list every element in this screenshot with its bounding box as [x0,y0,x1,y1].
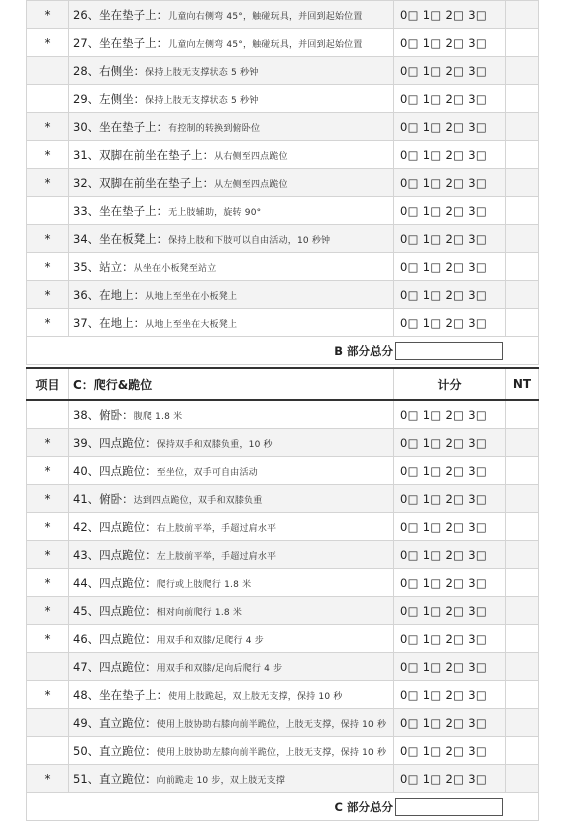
item-detail: 从地上至坐在大板凳上 [145,319,238,330]
item-position: 在地上： [99,315,146,330]
item-position: 双脚在前坐在垫子上： [99,175,215,190]
item-description [69,597,394,625]
item-description [69,429,394,457]
item-number: 34、 [73,231,100,246]
nt-cell[interactable] [506,29,539,57]
nt-cell[interactable] [506,709,539,737]
item-detail: 保持上肢无支撑状态 5 秒钟 [145,67,259,78]
required-marker: * [27,541,69,569]
item-row [27,253,539,281]
item-number: 43、 [73,547,100,562]
item-detail: 爬行或上肢爬行 1.8 米 [156,579,252,590]
required-marker: * [27,485,69,513]
required-marker [27,653,69,681]
item-detail: 无上肢辅助，旋转 90° [168,207,262,218]
item-detail: 保持双手和双膝负重，10 秒 [156,439,273,450]
item-number: 32、 [73,175,100,190]
item-number: 33、 [73,203,100,218]
required-marker: * [27,765,69,793]
item-description [69,141,394,169]
item-number: 41、 [73,491,100,506]
item-row [27,197,539,225]
item-detail: 有控制的转换到俯卧位 [168,123,261,134]
score-checkboxes[interactable]: 0□ 1□ 2□ 3□ [394,653,506,681]
score-checkboxes[interactable]: 0□ 1□ 2□ 3□ [394,197,506,225]
required-marker [27,57,69,85]
nt-cell[interactable] [506,400,539,429]
nt-cell[interactable] [506,113,539,141]
nt-cell[interactable] [506,569,539,597]
item-position: 四点跪位： [99,603,157,618]
score-checkboxes[interactable]: 0□ 1□ 2□ 3□ [394,457,506,485]
header-item: 项目 [27,368,69,400]
item-row [27,429,539,457]
score-checkboxes[interactable]: 0□ 1□ 2□ 3□ [394,569,506,597]
item-row [27,1,539,29]
item-row [27,57,539,85]
item-description [69,513,394,541]
score-checkboxes[interactable]: 0□ 1□ 2□ 3□ [394,400,506,429]
item-detail: 使用上肢协助右膝向前半跪位，上肢无支撑，保持 10 秒 [156,719,387,730]
item-number: 31、 [73,147,100,162]
item-number: 42、 [73,519,100,534]
item-number: 49、 [73,715,100,730]
required-marker: * [27,281,69,309]
item-description [69,541,394,569]
item-number: 28、 [73,63,100,78]
item-detail: 用双手和双膝/足向后爬行 4 步 [156,663,283,674]
score-checkboxes[interactable]: 0□ 1□ 2□ 3□ [394,597,506,625]
section-c-header-row [27,368,539,400]
score-table [26,0,539,821]
item-position: 在地上： [99,287,146,302]
item-description [69,653,394,681]
required-marker: * [27,309,69,337]
item-position: 俯卧： [99,407,134,422]
item-position: 坐在板凳上： [99,231,169,246]
required-marker [27,400,69,429]
nt-cell[interactable] [506,625,539,653]
nt-cell[interactable] [506,765,539,793]
item-detail: 儿童向左侧弯 45°，触碰玩具，并回到起始位置 [168,39,363,50]
item-row [27,169,539,197]
nt-cell[interactable] [506,429,539,457]
score-checkboxes[interactable]: 0□ 1□ 2□ 3□ [394,737,506,765]
item-detail: 从地上至坐在小板凳上 [145,291,238,302]
item-number: 48、 [73,687,100,702]
item-row [27,737,539,765]
required-marker: * [27,141,69,169]
item-row [27,569,539,597]
item-description [69,197,394,225]
nt-cell[interactable] [506,597,539,625]
item-detail: 向前跪走 10 步，双上肢无支撑 [156,775,286,786]
required-marker: * [27,457,69,485]
nt-cell[interactable] [506,281,539,309]
item-description [69,309,394,337]
item-description [69,29,394,57]
required-marker [27,737,69,765]
item-description [69,225,394,253]
item-number: 36、 [73,287,100,302]
item-number: 38、 [73,407,100,422]
required-marker [27,197,69,225]
required-marker: * [27,113,69,141]
item-description [69,253,394,281]
score-checkboxes[interactable]: 0□ 1□ 2□ 3□ [394,485,506,513]
nt-cell[interactable] [506,541,539,569]
score-checkboxes[interactable]: 0□ 1□ 2□ 3□ [394,765,506,793]
nt-cell[interactable] [506,253,539,281]
section-c-total-input[interactable] [395,798,503,816]
item-row [27,29,539,57]
required-marker: * [27,597,69,625]
item-row [27,709,539,737]
assessment-sheet [26,0,538,821]
required-marker: * [27,225,69,253]
item-detail: 腹爬 1.8 米 [133,411,183,422]
item-number: 26、 [73,7,100,22]
item-row [27,597,539,625]
item-description [69,681,394,709]
item-row [27,765,539,793]
item-row [27,225,539,253]
nt-cell[interactable] [506,309,539,337]
item-number: 39、 [73,435,100,450]
nt-cell[interactable] [506,485,539,513]
required-marker: * [27,513,69,541]
score-checkboxes[interactable]: 0□ 1□ 2□ 3□ [394,85,506,113]
item-position: 四点跪位： [99,631,157,646]
item-row [27,513,539,541]
score-checkboxes[interactable]: 0□ 1□ 2□ 3□ [394,429,506,457]
item-row [27,485,539,513]
score-checkboxes[interactable]: 0□ 1□ 2□ 3□ [394,513,506,541]
item-position: 四点跪位： [99,519,157,534]
item-description [69,765,394,793]
required-marker: * [27,569,69,597]
item-detail: 用双手和双膝/足爬行 4 步 [156,635,264,646]
item-number: 30、 [73,119,100,134]
item-description [69,57,394,85]
item-detail: 从右侧至四点跪位 [214,151,288,162]
item-position: 坐在垫子上： [99,687,169,702]
item-row [27,113,539,141]
required-marker: * [27,625,69,653]
nt-cell[interactable] [506,57,539,85]
item-number: 40、 [73,463,100,478]
item-row [27,400,539,429]
score-checkboxes[interactable]: 0□ 1□ 2□ 3□ [394,1,506,29]
item-position: 四点跪位： [99,659,157,674]
item-number: 35、 [73,259,100,274]
item-position: 站立： [99,259,134,274]
item-position: 坐在垫子上： [99,203,169,218]
nt-cell[interactable] [506,737,539,765]
item-position: 四点跪位： [99,435,157,450]
score-checkboxes[interactable]: 0□ 1□ 2□ 3□ [394,169,506,197]
item-row [27,653,539,681]
nt-cell[interactable] [506,197,539,225]
item-position: 坐在垫子上： [99,35,169,50]
item-detail: 至坐位，双手可自由活动 [156,467,258,478]
score-checkboxes[interactable]: 0□ 1□ 2□ 3□ [394,281,506,309]
item-number: 44、 [73,575,100,590]
required-marker: * [27,29,69,57]
item-detail: 保持上肢和下肢可以自由活动，10 秒钟 [168,235,331,246]
item-description [69,169,394,197]
item-position: 坐在垫子上： [99,119,169,134]
header-section-title: C：爬行&跪位 [69,368,394,400]
score-checkboxes[interactable]: 0□ 1□ 2□ 3□ [394,225,506,253]
item-position: 直立跪位： [99,743,157,758]
item-detail: 达到四点跪位，双手和双膝负重 [133,495,263,506]
section-b-total-input[interactable] [395,342,503,360]
item-description [69,457,394,485]
item-position: 双脚在前坐在垫子上： [99,147,215,162]
item-row [27,141,539,169]
item-detail: 右上肢前平举，手超过肩水平 [156,523,277,534]
nt-cell[interactable] [506,681,539,709]
item-position: 直立跪位： [99,771,157,786]
item-number: 46、 [73,631,100,646]
item-description [69,709,394,737]
item-description [69,113,394,141]
item-detail: 使用上肢协助左膝向前半跪位，上肢无支撑，保持 10 秒 [156,747,387,758]
nt-cell[interactable] [506,653,539,681]
section-c-total-row [27,793,539,821]
item-position: 四点跪位： [99,575,157,590]
nt-cell[interactable] [506,457,539,485]
item-row [27,85,539,113]
item-row [27,281,539,309]
score-checkboxes[interactable]: 0□ 1□ 2□ 3□ [394,681,506,709]
item-description [69,485,394,513]
item-position: 坐在垫子上： [99,7,169,22]
item-number: 27、 [73,35,100,50]
header-score: 计分 [394,368,506,400]
item-description [69,1,394,29]
item-detail: 从左侧至四点跪位 [214,179,288,190]
item-detail: 从坐在小板凳至站立 [133,263,217,274]
item-row [27,625,539,653]
item-position: 四点跪位： [99,547,157,562]
item-detail: 左上肢前平举，手超过肩水平 [156,551,277,562]
item-description [69,569,394,597]
score-checkboxes[interactable]: 0□ 1□ 2□ 3□ [394,709,506,737]
required-marker: * [27,253,69,281]
item-position: 俯卧： [99,491,134,506]
item-description [69,625,394,653]
item-detail: 儿童向右侧弯 45°，触碰玩具，并回到起始位置 [168,11,363,22]
item-description [69,737,394,765]
required-marker [27,85,69,113]
score-checkboxes[interactable]: 0□ 1□ 2□ 3□ [394,253,506,281]
section-b-total-label: B 部分总分 [334,343,393,358]
score-checkboxes[interactable]: 0□ 1□ 2□ 3□ [394,141,506,169]
item-position: 右侧坐： [99,63,146,78]
header-nt: NT [506,368,539,400]
required-marker [27,709,69,737]
item-number: 51、 [73,771,100,786]
item-detail: 使用上肢跪起，双上肢无支撑，保持 10 秒 [168,691,343,702]
item-description [69,400,394,429]
item-row [27,541,539,569]
section-c-total-label: C 部分总分 [334,799,393,814]
required-marker: * [27,429,69,457]
required-marker: * [27,169,69,197]
item-number: 50、 [73,743,100,758]
nt-cell[interactable] [506,85,539,113]
item-row [27,457,539,485]
score-checkboxes[interactable]: 0□ 1□ 2□ 3□ [394,29,506,57]
required-marker: * [27,1,69,29]
item-number: 47、 [73,659,100,674]
nt-cell[interactable] [506,1,539,29]
score-checkboxes[interactable]: 0□ 1□ 2□ 3□ [394,309,506,337]
nt-cell[interactable] [506,225,539,253]
score-checkboxes[interactable]: 0□ 1□ 2□ 3□ [394,113,506,141]
nt-cell[interactable] [506,141,539,169]
item-number: 45、 [73,603,100,618]
item-position: 四点跪位： [99,463,157,478]
item-description [69,281,394,309]
item-position: 左侧坐： [99,91,146,106]
item-number: 37、 [73,315,100,330]
score-checkboxes[interactable]: 0□ 1□ 2□ 3□ [394,541,506,569]
required-marker: * [27,681,69,709]
score-checkboxes[interactable]: 0□ 1□ 2□ 3□ [394,57,506,85]
item-detail: 保持上肢无支撑状态 5 秒钟 [145,95,259,106]
item-row [27,681,539,709]
item-row [27,309,539,337]
item-description [69,85,394,113]
nt-cell[interactable] [506,169,539,197]
score-checkboxes[interactable]: 0□ 1□ 2□ 3□ [394,625,506,653]
section-b-total-row [27,337,539,365]
item-position: 直立跪位： [99,715,157,730]
nt-cell[interactable] [506,513,539,541]
item-detail: 相对向前爬行 1.8 米 [156,607,243,618]
item-number: 29、 [73,91,100,106]
